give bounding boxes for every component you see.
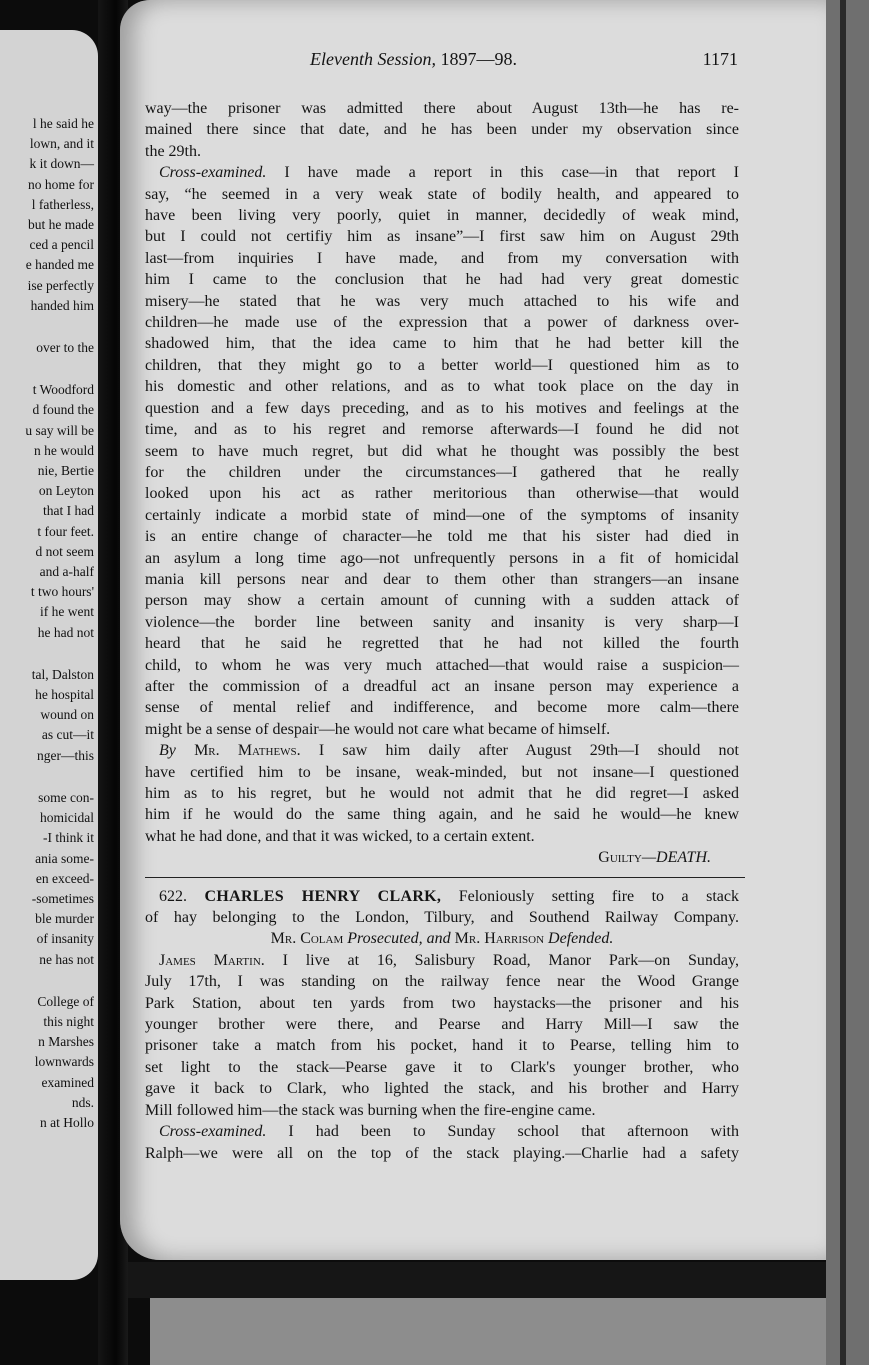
text-line: sense of mental relief and indifference, and become more calm—there bbox=[145, 699, 739, 717]
left-page-line: wound on bbox=[40, 707, 94, 723]
text-line: mania kill persons near and dear to them other than strangers—an insane bbox=[145, 570, 739, 588]
left-page-line: t four feet. bbox=[37, 523, 94, 539]
left-page bbox=[0, 30, 98, 1280]
text-line: him as to his regret, but he would not admit that he did regret—I asked bbox=[145, 785, 739, 802]
left-page-line: nger—this bbox=[37, 747, 94, 763]
text-span: I have made a report in this case—in that report I bbox=[266, 164, 739, 182]
left-page-line: n at Hollo bbox=[40, 1114, 94, 1130]
text-line: set light to the stack—Pearse gave it to Clark's younger brother, who bbox=[145, 1058, 739, 1076]
text-span: I saw him daily after August 29th—I should not bbox=[300, 742, 740, 760]
text-span: I live at 16, Salisbury Road, Manor Park—on Sunday, bbox=[264, 951, 739, 969]
cross-examination-first-line-2 bbox=[145, 1121, 739, 1142]
left-page-line: lownwards bbox=[34, 1054, 94, 1070]
witness-first-line bbox=[145, 950, 739, 971]
prosecuted-label: Prosecuted, and bbox=[343, 930, 455, 948]
left-page-line: ne has not bbox=[39, 951, 94, 967]
text-line: but I could not certifiy him as insane”—I first saw him on August 29th bbox=[145, 228, 739, 246]
left-page-line: n Marshes bbox=[38, 1034, 94, 1050]
text-line: an asylum a long time ago—not unfrequently persons in a fit of homicidal bbox=[145, 549, 739, 567]
left-page-line: k it down— bbox=[29, 156, 94, 172]
by-label: By bbox=[159, 742, 176, 760]
left-page-line: this night bbox=[43, 1013, 94, 1029]
left-page-line: nds. bbox=[71, 1094, 94, 1110]
left-page-line: e handed me bbox=[25, 257, 94, 273]
text-span: I had been to Sunday school that afternoon with bbox=[266, 1123, 739, 1141]
left-page-line: -I think it bbox=[43, 830, 94, 846]
scanner-bed bbox=[150, 1298, 826, 1365]
left-page-line: nie, Bertie bbox=[37, 463, 94, 479]
left-page-line: l fatherless, bbox=[31, 196, 94, 212]
left-page-line: n he would bbox=[34, 442, 94, 458]
left-page-line: ced a pencil bbox=[29, 237, 94, 253]
text-line: mained there since that date, and he has been under my observation since bbox=[145, 121, 739, 139]
re-examination-first-line bbox=[145, 740, 739, 761]
left-page-line: tal, Dalston bbox=[31, 666, 94, 682]
left-page-line: no home for bbox=[28, 176, 94, 192]
left-page-line: en exceed- bbox=[35, 870, 94, 886]
page-bottom-shadow bbox=[128, 1262, 826, 1298]
cross-examination-first-line bbox=[145, 162, 739, 183]
case-heading-second-line: of hay belonging to the London, Tilbury, and Southend Railway Company. bbox=[145, 909, 739, 927]
left-page-line: ble murder bbox=[35, 911, 94, 927]
left-page-line: -sometimes bbox=[31, 890, 94, 906]
text-line: the 29th. bbox=[145, 142, 201, 160]
page-number: 1171 bbox=[702, 49, 738, 69]
text-line: time, and as to his regret and remorse afterwards—I found he did not bbox=[145, 421, 739, 439]
text-line: certainly indicate a morbid state of mind—one of the symptoms of insanity bbox=[145, 506, 739, 524]
charge-text: Feloniously setting fire to a stack bbox=[441, 887, 740, 905]
text-line: for the children under the circumstances—I gathered that he really bbox=[145, 463, 739, 481]
left-page-line: some con- bbox=[38, 789, 94, 805]
left-page-line: that I had bbox=[43, 503, 94, 519]
case-heading-first-line bbox=[145, 886, 739, 907]
text-line: seem to have much regret, but did what he thought was possibly the best bbox=[145, 442, 739, 460]
left-gap bbox=[0, 358, 94, 380]
left-page-line: ise perfectly bbox=[27, 277, 94, 293]
case-number: 622. bbox=[159, 887, 187, 905]
page-body bbox=[145, 98, 739, 1164]
text-line: younger brother were there, and Pearse and Harry Mill—I saw the bbox=[145, 1016, 739, 1034]
left-page-line: d not seem bbox=[35, 543, 94, 559]
left-page-line: he hospital bbox=[35, 687, 94, 703]
text-line: have been living very poorly, quiet in manner, decidedly of weak mind, bbox=[145, 207, 739, 225]
text-line: after the commission of a dreadful act an insane person may experience a bbox=[145, 677, 739, 695]
left-page-line: t Woodford bbox=[32, 382, 94, 398]
left-gap bbox=[0, 970, 94, 992]
text-line: July 17th, I was standing on the railway fence near the Wood Grange bbox=[145, 973, 739, 991]
prosecution-counsel: Mr. Colam bbox=[270, 930, 344, 948]
examiner-name: Mr. Mathews. bbox=[194, 742, 301, 760]
text-line: children, that they might go to a better world—I questioned him as to bbox=[145, 356, 739, 374]
left-page-line: u say will be bbox=[25, 422, 94, 438]
defence-counsel: Mr. Harrison bbox=[454, 930, 545, 948]
text-line: Mill followed him—the stack was burning when the fire-engine came. bbox=[145, 1101, 596, 1119]
witness-testimony-paragraph bbox=[145, 971, 739, 1121]
left-page-line: examined bbox=[41, 1074, 94, 1090]
session-title: Eleventh Session, bbox=[310, 49, 436, 69]
left-page-line: if he went bbox=[40, 604, 94, 620]
text-line: say, “he seemed in a very weak state of bodily health, and appeared to bbox=[145, 185, 739, 203]
text-line: Park Station, about ten yards from two haystacks—the prisoner and his bbox=[145, 994, 739, 1012]
left-page-line: of insanity bbox=[36, 931, 94, 947]
left-gap bbox=[0, 316, 94, 338]
text-line: what he had done, and that it was wicked, to a certain extent. bbox=[145, 827, 535, 845]
testimony-paragraph bbox=[145, 98, 739, 162]
session-years: 1897—98. bbox=[440, 49, 517, 69]
text-line: is an entire change of character—he told me that his sister had died in bbox=[145, 528, 739, 546]
text-line: last—from inquiries I have made, and from my conversation with bbox=[145, 249, 739, 267]
text-line: child, to whom he was very much attached—that would raise a suspicion— bbox=[145, 656, 739, 674]
cross-examined-label: Cross-examined. bbox=[159, 164, 267, 182]
text-line: way—the prisoner was admitted there about August 13th—he has re- bbox=[145, 100, 739, 117]
case-divider bbox=[145, 877, 745, 878]
verdict-guilty: Guilty bbox=[598, 849, 642, 867]
left-gap bbox=[0, 643, 94, 665]
running-title bbox=[310, 49, 517, 70]
cross-examined-label-2: Cross-examined. bbox=[159, 1123, 267, 1141]
left-page-line: on Leyton bbox=[38, 483, 94, 499]
left-page-line: handed him bbox=[30, 297, 94, 313]
left-page-line: homicidal bbox=[40, 810, 94, 826]
text-line: person may show a certain amount of cunning with a sudden attack of bbox=[145, 592, 739, 610]
text-line: violence—the border line between sanity and insanity is very sharp—I bbox=[145, 613, 739, 631]
left-gap bbox=[0, 766, 94, 788]
left-page-line: lown, and it bbox=[29, 136, 94, 152]
text-line: shadowed him, that the idea came to him that he had better kill the bbox=[145, 335, 739, 353]
left-page-line: t two hours' bbox=[30, 584, 94, 600]
left-page-line: and a-half bbox=[39, 564, 94, 580]
text-line: his domestic and other relations, and as to what took place on the day in bbox=[145, 378, 739, 396]
text-line: have certified him to be insane, weak-minded, but not insane—I questioned bbox=[145, 763, 739, 781]
cross-examination-line-2: Ralph—we were all on the top of the stack playing.—Charlie had a safety bbox=[145, 1144, 739, 1162]
left-page-line: he had not bbox=[37, 624, 94, 640]
text-line: prisoner take a match from his pocket, hand it to Pearse, telling him to bbox=[145, 1037, 739, 1055]
left-page-line: l he said he bbox=[32, 116, 94, 131]
text-line: misery—he stated that he was very much attached to his wife and bbox=[145, 292, 739, 310]
left-page-line: ania some- bbox=[35, 850, 94, 866]
witness-name: James Martin. bbox=[159, 951, 265, 969]
defended-label: Defended. bbox=[544, 930, 614, 948]
text-line: him I came to the conclusion that he had had very great domestic bbox=[145, 271, 739, 289]
text-line: looked upon his act as rather meritorious than otherwise—that would bbox=[145, 485, 739, 503]
left-page-line: but he made bbox=[28, 217, 94, 233]
counsel-line bbox=[145, 928, 739, 949]
verdict bbox=[145, 847, 739, 868]
text-line: heard that he said he regretted that he had not killed the fourth bbox=[145, 635, 739, 653]
text-line: might be a sense of despair—he would not care what became of himself. bbox=[145, 720, 611, 738]
cross-examination-paragraph bbox=[145, 184, 739, 741]
left-page-line: College of bbox=[37, 993, 94, 1009]
verdict-sentence: —DEATH. bbox=[641, 849, 711, 867]
text-line: gave it back to Clark, who lighted the stack, and his brother and Harry bbox=[145, 1080, 739, 1098]
left-page-text bbox=[0, 114, 94, 1133]
left-page-line: d found the bbox=[32, 402, 94, 418]
text-line: question and a few days preceding, and as to his motives and feelings at the bbox=[145, 399, 739, 417]
re-examination-paragraph bbox=[145, 762, 739, 848]
right-page-edge bbox=[826, 0, 869, 1365]
text-line: children—he made use of the expression that a power of darkness over- bbox=[145, 314, 739, 332]
defendant-name: CHARLES HENRY CLARK, bbox=[204, 887, 442, 905]
left-page-line: as cut—it bbox=[41, 727, 94, 743]
text-line: him if he would do the same thing again, and he said he would—he knew bbox=[145, 806, 739, 824]
page-header bbox=[120, 49, 826, 71]
left-page-line: over to the bbox=[36, 340, 94, 356]
